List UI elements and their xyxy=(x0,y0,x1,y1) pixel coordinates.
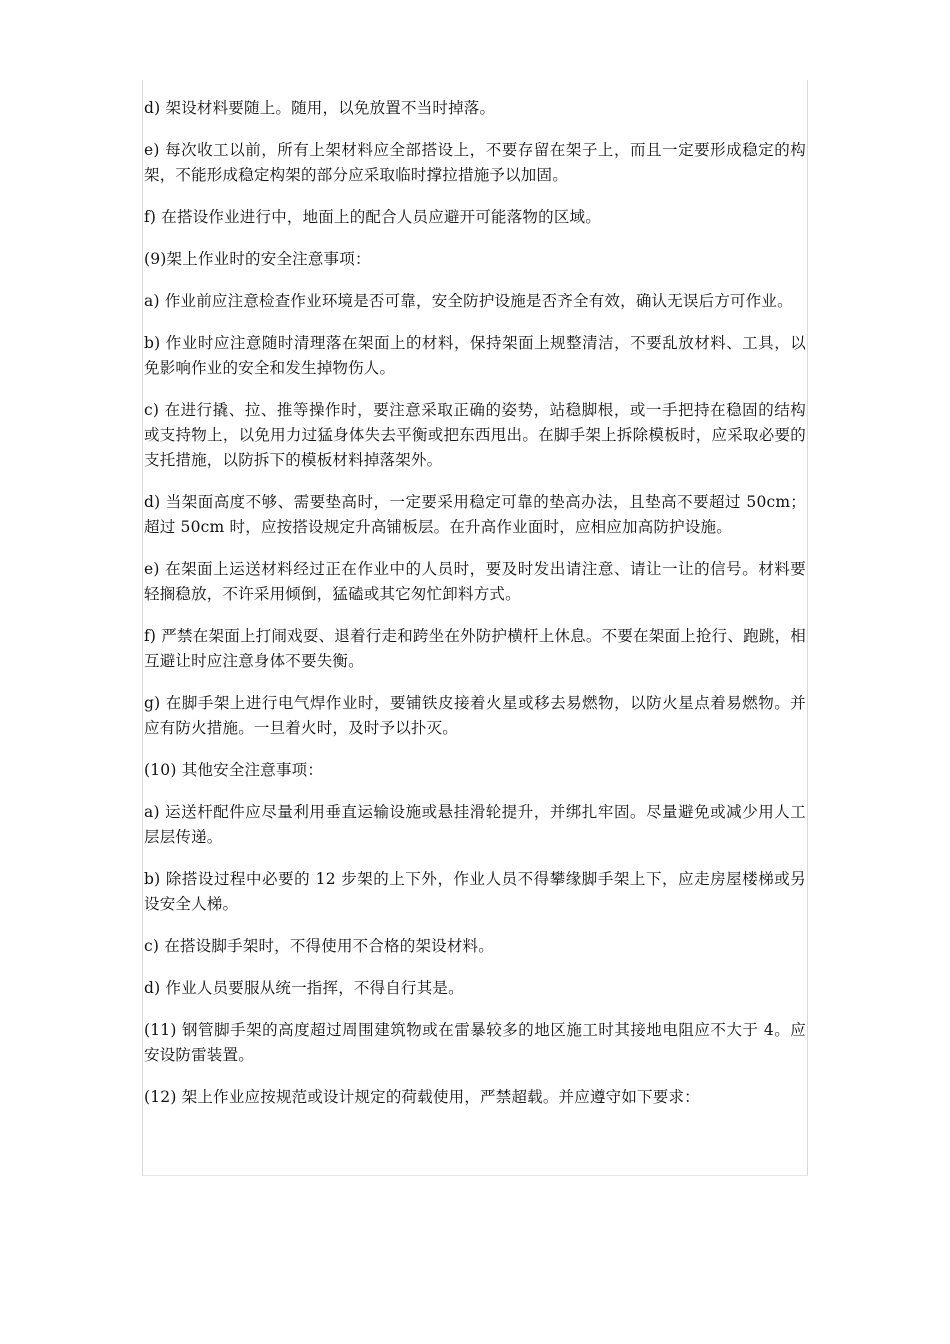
paragraph-10d: d) 作业人员要服从统一指挥，不得自行其是。 xyxy=(144,979,464,997)
section-heading-11: (11) 钢管脚手架的高度超过周围建筑物或在雷暴较多的地区施工时其接地电阻应不大于 4。应安设防雷装置。 xyxy=(144,1021,806,1064)
paragraph-9d: d) 当架面高度不够、需要垫高时，一定要采用稳定可靠的垫高办法，且垫高不要超过 50cm；超过 50cm 时，应按搭设规定升高铺板层。在升高作业面时，应相应加高防护设施。 xyxy=(144,493,806,536)
section-heading-9: (9)架上作业时的安全注意事项： xyxy=(144,250,371,268)
paragraph-9f: f) 严禁在架面上打闹戏耍、退着行走和跨坐在外防护横杆上休息。不要在架面上抢行、跑跳，相互避让时应注意身体不要失衡。 xyxy=(144,627,806,670)
paragraph-f-ground-staff: f) 在搭设作业进行中，地面上的配合人员应避开可能落物的区域。 xyxy=(144,208,601,226)
paragraph-9c: c) 在进行撬、拉、推等操作时，要注意采取正确的姿势，站稳脚根，或一手把持在稳固的结构或支持物上，以免用力过猛身体失去平衡或把东西甩出。在脚手架上拆除模板时，应采取必要的支托措施，以防拆下的模板材料掉落架外。 xyxy=(144,401,806,469)
paragraph-9e: e) 在架面上运送材料经过正在作业中的人员时，要及时发出请注意、请让一让的信号。材料要轻搁稳放，不许采用倾倒，猛磕或其它匆忙卸料方式。 xyxy=(144,560,806,603)
paragraph-e-end-of-shift: e) 每次收工以前，所有上架材料应全部搭设上，不要存留在架子上，而且一定要形成稳定的构架，不能形成稳定构架的部分应采取临时撑拉措施予以加固。 xyxy=(144,141,806,184)
document-body xyxy=(144,96,806,1127)
paragraph-9g: g) 在脚手架上进行电气焊作业时，要铺铁皮接着火星或移去易燃物，以防火星点着易燃物。并应有防火措施。一旦着火时，及时予以扑灭。 xyxy=(144,694,806,737)
section-heading-10: (10) 其他安全注意事项： xyxy=(144,761,324,779)
paragraph-9b: b) 作业时应注意随时清理落在架面上的材料，保持架面上规整清洁，不要乱放材料、工具，以免影响作业的安全和发生掉物伤人。 xyxy=(144,334,806,377)
paragraph-10a: a) 运送杆配件应尽量利用垂直运输设施或悬挂滑轮提升，并绑扎牢固。尽量避免或减少用人工层层传递。 xyxy=(144,803,806,846)
paragraph-10c: c) 在搭设脚手架时，不得使用不合格的架设材料。 xyxy=(144,937,494,955)
section-heading-12: (12) 架上作业应按规范或设计规定的荷载使用，严禁超载。并应遵守如下要求： xyxy=(144,1088,700,1106)
paragraph-9a: a) 作业前应注意检查作业环境是否可靠，安全防护设施是否齐全有效，确认无误后方可作业。 xyxy=(144,292,793,310)
paragraph-10b: b) 除搭设过程中必要的 12 步架的上下外，作业人员不得攀缘脚手架上下，应走房屋楼梯或另设安全人梯。 xyxy=(144,870,806,913)
paragraph-d-materials: d) 架设材料要随上。随用，以免放置不当时掉落。 xyxy=(144,99,496,117)
